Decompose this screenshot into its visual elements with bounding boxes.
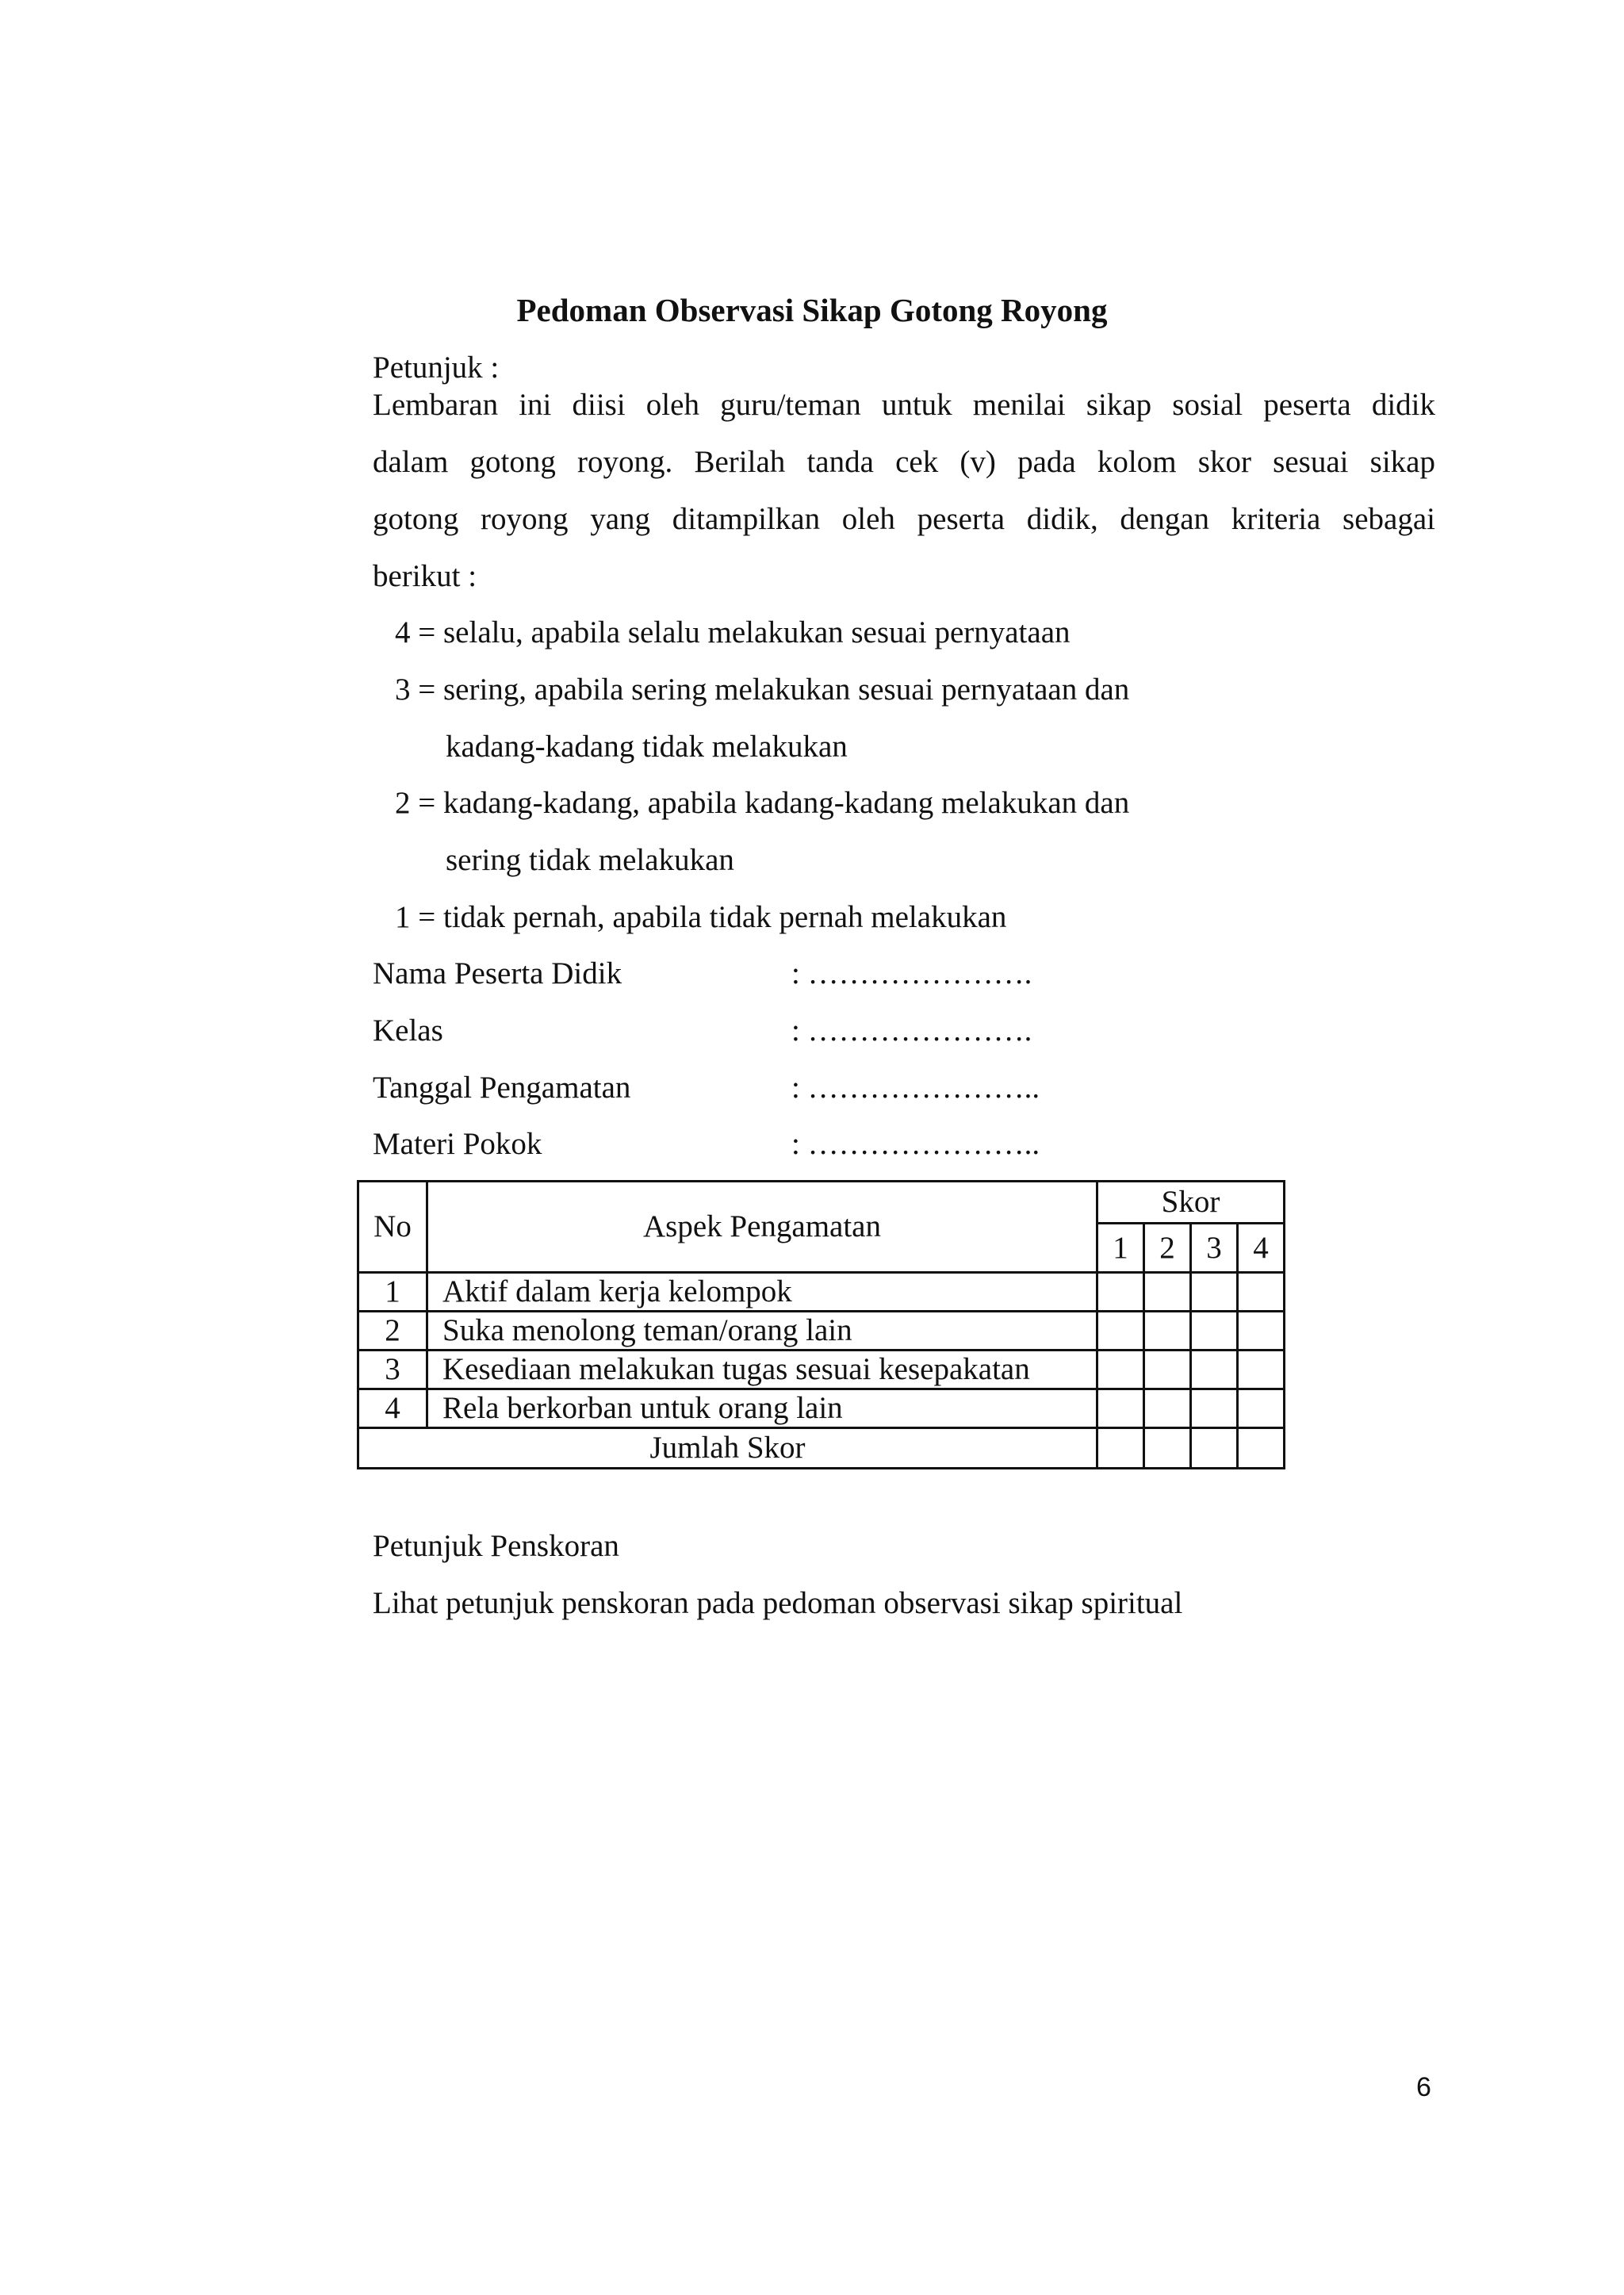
score-cell[interactable] — [1097, 1389, 1144, 1428]
table-row — [358, 1312, 1285, 1351]
score-cell[interactable] — [1191, 1273, 1238, 1312]
form-label-nama: Nama Peserta Didik — [373, 956, 622, 990]
document-title: Pedoman Observasi Sikap Gotong Royong — [516, 292, 1108, 328]
criteria-item-continuation: sering tidak melakukan — [446, 843, 734, 877]
row-aspek: Suka menolong teman/orang lain — [427, 1312, 1097, 1351]
form-label-kelas: Kelas — [373, 1013, 443, 1048]
total-score-cell[interactable] — [1191, 1428, 1238, 1469]
total-row — [358, 1428, 1285, 1469]
score-cell[interactable] — [1191, 1312, 1238, 1351]
score-cell[interactable] — [1097, 1312, 1144, 1351]
table-row — [358, 1389, 1285, 1428]
skor-level: 3 — [1191, 1224, 1238, 1273]
row-aspek: Kesediaan melakukan tugas sesuai kesepakatan — [427, 1351, 1097, 1389]
observation-table — [357, 1180, 1285, 1469]
criteria-item: 4 = selalu, apabila selalu melakukan sesuai pernyataan — [395, 615, 1071, 649]
score-cell[interactable] — [1144, 1351, 1191, 1389]
header-skor: Skor — [1097, 1182, 1285, 1224]
row-number: 4 — [358, 1389, 427, 1428]
form-value-kelas: : …………………. — [791, 1013, 1032, 1048]
criteria-item: 1 = tidak pernah, apabila tidak pernah melakukan — [395, 900, 1007, 934]
score-cell[interactable] — [1238, 1389, 1285, 1428]
header-aspek: Aspek Pengamatan — [427, 1182, 1097, 1273]
criteria-item: 2 = kadang-kadang, apabila kadang-kadang melakukan dan — [395, 786, 1130, 820]
row-number: 2 — [358, 1312, 427, 1351]
form-value-materi: : ………………….. — [791, 1127, 1040, 1161]
form-label-tanggal: Tanggal Pengamatan — [373, 1071, 631, 1105]
criteria-item-continuation: kadang-kadang tidak melakukan — [446, 730, 848, 764]
skor-level: 4 — [1238, 1224, 1285, 1273]
score-cell[interactable] — [1097, 1351, 1144, 1389]
score-cell[interactable] — [1144, 1273, 1191, 1312]
total-score-cell[interactable] — [1238, 1428, 1285, 1469]
instruction-heading: Petunjuk : — [373, 351, 500, 385]
table-row — [358, 1273, 1285, 1312]
score-cell[interactable] — [1097, 1273, 1144, 1312]
row-number: 1 — [358, 1273, 427, 1312]
form-value-tanggal: : ………………….. — [791, 1071, 1040, 1105]
row-aspek: Aktif dalam kerja kelompok — [427, 1273, 1097, 1312]
score-cell[interactable] — [1191, 1389, 1238, 1428]
paragraph-line: Lembaran ini diisi oleh guru/teman untuk menilai sikap sosial peserta didik — [373, 388, 1435, 422]
scoring-text: Lihat petunjuk penskoran pada pedoman observasi sikap spiritual — [373, 1586, 1183, 1620]
header-no: No — [358, 1182, 427, 1273]
criteria-item: 3 = sering, apabila sering melakukan sesuai pernyataan dan — [395, 672, 1130, 707]
form-value-nama: : …………………. — [791, 956, 1032, 990]
score-cell[interactable] — [1238, 1351, 1285, 1389]
paragraph-line: dalam gotong royong. Berilah tanda cek (v) pada kolom skor sesuai sikap — [373, 445, 1435, 479]
skor-level: 1 — [1097, 1224, 1144, 1273]
score-cell[interactable] — [1191, 1351, 1238, 1389]
table-row — [358, 1351, 1285, 1389]
score-cell[interactable] — [1238, 1273, 1285, 1312]
score-cell[interactable] — [1144, 1312, 1191, 1351]
form-label-materi: Materi Pokok — [373, 1127, 542, 1161]
score-cell[interactable] — [1144, 1389, 1191, 1428]
score-cell[interactable] — [1238, 1312, 1285, 1351]
row-number: 3 — [358, 1351, 427, 1389]
paragraph-line: berikut : — [373, 559, 477, 593]
page-number: 6 — [1416, 2072, 1431, 2102]
row-aspek: Rela berkorban untuk orang lain — [427, 1389, 1097, 1428]
total-score-cell[interactable] — [1144, 1428, 1191, 1469]
paragraph-line: gotong royong yang ditampilkan oleh peserta didik, dengan kriteria sebagai — [373, 502, 1435, 536]
skor-level: 2 — [1144, 1224, 1191, 1273]
total-score-cell[interactable] — [1097, 1428, 1144, 1469]
scoring-heading: Petunjuk Penskoran — [373, 1529, 619, 1563]
total-label: Jumlah Skor — [358, 1428, 1097, 1469]
